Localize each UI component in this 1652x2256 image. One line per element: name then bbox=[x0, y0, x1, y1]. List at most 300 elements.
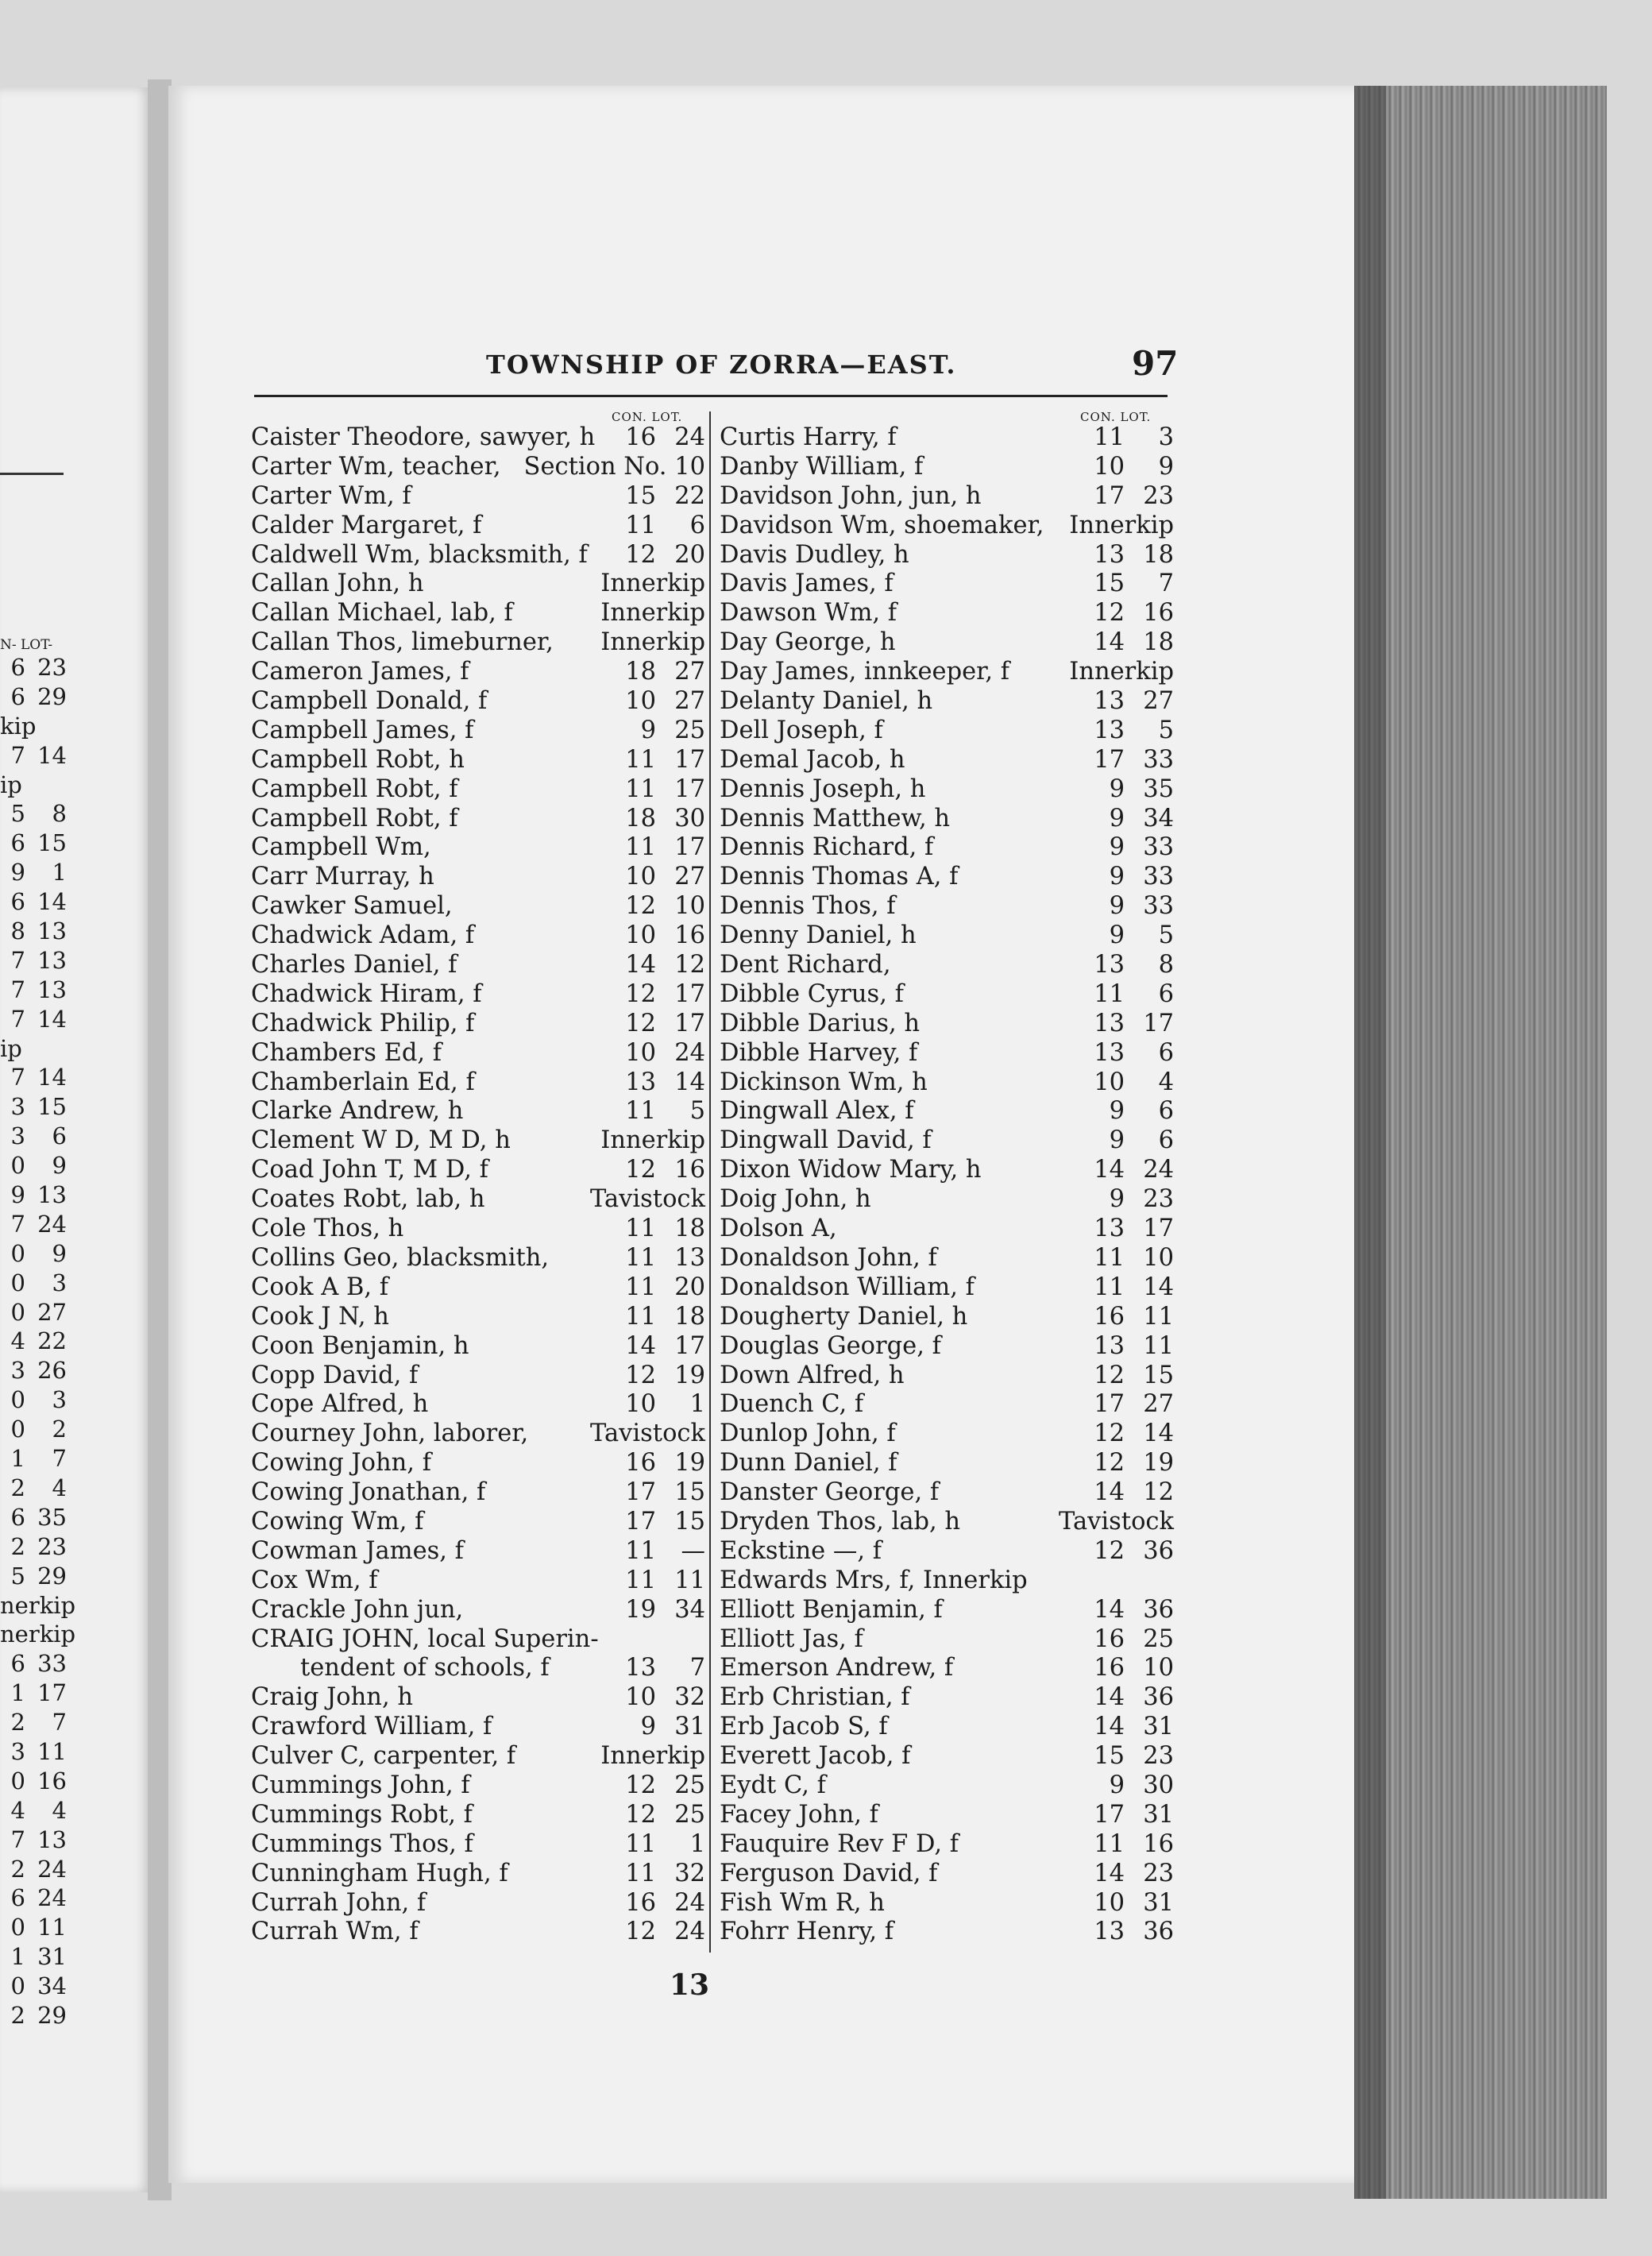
directory-entry bbox=[251, 1185, 705, 1215]
entry-con: 14 bbox=[1094, 1156, 1125, 1184]
facing-page-con: 0 bbox=[10, 1298, 25, 1326]
entry-name: Culver C, carpenter, f bbox=[251, 1742, 516, 1771]
entry-lot: 36 bbox=[1143, 1683, 1174, 1712]
entry-name: Cowing Jonathan, f bbox=[251, 1478, 486, 1507]
facing-page-con: 2 bbox=[10, 1855, 25, 1883]
entry-con: 13 bbox=[1094, 716, 1125, 744]
facing-page-line bbox=[0, 1942, 75, 1972]
entry-place: Innerkip bbox=[600, 570, 705, 598]
entry-con: 10 bbox=[625, 1390, 656, 1419]
entry-con: 12 bbox=[625, 1009, 656, 1037]
entry-con: 13 bbox=[1094, 687, 1125, 716]
entry-lot: 23 bbox=[1143, 1859, 1174, 1887]
facing-page-con: 7 bbox=[10, 741, 25, 769]
facing-page-line bbox=[0, 1503, 75, 1532]
entry-name: Cowman James, f bbox=[251, 1536, 464, 1565]
facing-page-con: 7 bbox=[10, 1005, 25, 1033]
facing-page bbox=[0, 87, 152, 2192]
facing-page-lot: 13 bbox=[37, 1181, 67, 1209]
entry-lot: 33 bbox=[1143, 892, 1174, 921]
facing-page-line bbox=[0, 975, 75, 1005]
entry-name: Callan John, h bbox=[251, 570, 424, 598]
directory-entry bbox=[720, 687, 1174, 717]
facing-page-lot: 15 bbox=[37, 829, 67, 857]
entry-con: 12 bbox=[625, 1800, 656, 1829]
facing-page-con: 4 bbox=[10, 1796, 25, 1824]
entry-lot: 16 bbox=[674, 921, 705, 950]
entry-name: Courney John, laborer, bbox=[251, 1420, 529, 1448]
entry-con: 14 bbox=[1094, 1478, 1125, 1507]
facing-page-lot: 31 bbox=[37, 1943, 67, 1971]
facing-page-line bbox=[0, 1415, 75, 1444]
facing-page-line bbox=[0, 1562, 75, 1591]
entry-lot: 23 bbox=[1143, 1185, 1174, 1214]
entry-lot: 25 bbox=[1143, 1624, 1174, 1653]
entry-name: Dibble Darius, h bbox=[720, 1009, 921, 1037]
entry-name: Collins Geo, blacksmith, bbox=[251, 1243, 550, 1272]
directory-entry bbox=[251, 628, 705, 658]
entry-con: 10 bbox=[625, 1038, 656, 1067]
entry-con: 19 bbox=[625, 1595, 656, 1624]
entry-name: Cope Alfred, h bbox=[251, 1390, 429, 1419]
entry-con: 11 bbox=[625, 1566, 656, 1594]
facing-page-lot: 1 bbox=[52, 859, 67, 887]
directory-entry bbox=[720, 658, 1174, 687]
facing-page-line bbox=[0, 1210, 75, 1239]
entry-name: Callan Thos, limeburner, bbox=[251, 628, 554, 657]
entry-name: Demal Jacob, h bbox=[720, 745, 905, 774]
entry-name: Denny Daniel, h bbox=[720, 921, 917, 950]
entry-lot: 27 bbox=[674, 863, 705, 891]
directory-entry bbox=[720, 1010, 1174, 1039]
facing-page-lot: 3 bbox=[52, 1386, 67, 1414]
entry-con: 16 bbox=[1094, 1624, 1125, 1653]
facing-page-text: ip bbox=[0, 771, 22, 798]
directory-entry bbox=[251, 482, 705, 512]
entry-name: Donaldson John, f bbox=[720, 1243, 937, 1272]
facing-page-list bbox=[0, 653, 75, 2030]
entry-lot: 16 bbox=[674, 1156, 705, 1184]
entry-con: 14 bbox=[1094, 1683, 1125, 1712]
entry-name: Chadwick Adam, f bbox=[251, 921, 475, 950]
entry-lot: 34 bbox=[674, 1595, 705, 1624]
entry-name: Fohrr Henry, f bbox=[720, 1918, 894, 1946]
entry-con: 11 bbox=[625, 1097, 656, 1126]
entry-lot: 10 bbox=[1143, 1243, 1174, 1272]
entry-name: Dingwall Alex, f bbox=[720, 1097, 914, 1126]
entry-con: 12 bbox=[1094, 1536, 1125, 1565]
entry-name: Chamberlain Ed, f bbox=[251, 1068, 475, 1096]
entry-name: Eckstine —, f bbox=[720, 1536, 882, 1565]
facing-page-lot: 14 bbox=[37, 741, 67, 769]
entry-con: 14 bbox=[625, 1331, 656, 1360]
directory-entry bbox=[251, 1303, 705, 1332]
entry-con: 9 bbox=[640, 1713, 656, 1741]
entry-lot: 14 bbox=[674, 1068, 705, 1096]
entry-con: 10 bbox=[625, 921, 656, 950]
facing-page-lot: 29 bbox=[37, 1562, 67, 1590]
directory-entry bbox=[251, 1508, 705, 1537]
facing-page-line bbox=[0, 1796, 75, 1825]
directory-entry bbox=[251, 1332, 705, 1362]
facing-page-lot: 14 bbox=[37, 888, 67, 916]
entry-name: Day James, innkeeper, f bbox=[720, 658, 1010, 686]
entry-name: Dennis Joseph, h bbox=[720, 775, 926, 803]
entry-con: 17 bbox=[1094, 481, 1125, 510]
facing-page-line bbox=[0, 799, 75, 829]
entry-con: 12 bbox=[625, 1156, 656, 1184]
entry-lot: 12 bbox=[674, 951, 705, 979]
facing-page-con: 6 bbox=[10, 654, 25, 681]
directory-entry bbox=[720, 775, 1174, 805]
facing-page-lot: 17 bbox=[37, 1679, 67, 1707]
entry-name: Davis James, f bbox=[720, 570, 894, 598]
facing-page-lot: 4 bbox=[52, 1474, 67, 1501]
directory-entry bbox=[720, 599, 1174, 628]
directory-entry bbox=[720, 570, 1174, 599]
directory-entry bbox=[720, 1332, 1174, 1362]
entry-con: 18 bbox=[625, 804, 656, 832]
entry-name: Caldwell Wm, blacksmith, f bbox=[251, 540, 588, 569]
entry-name: Cole Thos, h bbox=[251, 1215, 404, 1243]
facing-page-con: 7 bbox=[10, 1064, 25, 1091]
entry-name: Day George, h bbox=[720, 628, 896, 657]
facing-page-con: 6 bbox=[10, 1650, 25, 1678]
entry-name: Clarke Andrew, h bbox=[251, 1097, 464, 1126]
facing-page-line bbox=[0, 653, 75, 682]
directory-entry bbox=[720, 1156, 1174, 1185]
entry-name: Craig John, h bbox=[251, 1683, 413, 1712]
entry-name: Eydt C, f bbox=[720, 1771, 826, 1799]
facing-page-lot: 23 bbox=[37, 654, 67, 681]
entry-con: 11 bbox=[625, 1829, 656, 1858]
directory-entry bbox=[720, 1244, 1174, 1273]
directory-entry bbox=[720, 1713, 1174, 1742]
entry-name: Copp David, f bbox=[251, 1361, 419, 1389]
entry-con: 9 bbox=[1109, 892, 1125, 921]
entry-lot: 20 bbox=[674, 1273, 705, 1301]
entry-con: 12 bbox=[1094, 1420, 1125, 1448]
entry-name: Cunningham Hugh, f bbox=[251, 1859, 508, 1887]
entry-con: 9 bbox=[1109, 1097, 1125, 1126]
directory-entry bbox=[720, 1068, 1174, 1098]
entry-name: Caister Theodore, sawyer, h bbox=[251, 423, 596, 451]
entry-lot: 6 bbox=[689, 511, 705, 539]
entry-place: Tavistock bbox=[1059, 1507, 1174, 1536]
header-rule bbox=[254, 395, 1168, 397]
entry-name: Campbell Robt, f bbox=[251, 775, 458, 803]
entry-name: Ferguson David, f bbox=[720, 1859, 938, 1887]
directory-entry bbox=[720, 1420, 1174, 1449]
entry-name: Cummings Thos, f bbox=[251, 1829, 473, 1858]
facing-page-line bbox=[0, 1092, 75, 1122]
entry-name: Dolson A, bbox=[720, 1215, 837, 1243]
directory-entry bbox=[720, 1566, 1174, 1596]
facing-page-con: 6 bbox=[10, 1884, 25, 1912]
directory-entry bbox=[251, 1860, 705, 1889]
entry-lot: 31 bbox=[1143, 1888, 1174, 1917]
directory-entry bbox=[720, 1654, 1174, 1683]
facing-page-con: 6 bbox=[10, 1503, 25, 1531]
entry-con: 13 bbox=[1094, 1215, 1125, 1243]
page-title: TOWNSHIP OF ZORRA—EAST. bbox=[486, 350, 957, 380]
entry-con: 13 bbox=[1094, 1331, 1125, 1360]
facing-page-line bbox=[0, 1239, 75, 1269]
entry-name: Campbell Robt, f bbox=[251, 804, 458, 832]
entry-con: 12 bbox=[625, 1918, 656, 1946]
entry-lot: 6 bbox=[1158, 979, 1174, 1008]
entry-con: 16 bbox=[625, 1888, 656, 1917]
right-column-header: CON. LOT. bbox=[1080, 410, 1152, 424]
facing-page-line bbox=[0, 1737, 75, 1767]
entry-name: Cameron James, f bbox=[251, 658, 469, 686]
entry-lot: 25 bbox=[674, 716, 705, 744]
entry-con: 11 bbox=[625, 1243, 656, 1272]
entry-con: 15 bbox=[625, 481, 656, 510]
entry-name: Dixon Widow Mary, h bbox=[720, 1156, 982, 1184]
facing-page-lot: 26 bbox=[37, 1357, 67, 1385]
entry-con: 12 bbox=[1094, 1449, 1125, 1478]
directory-entry bbox=[720, 1478, 1174, 1508]
page-number: 97 bbox=[1132, 344, 1179, 383]
facing-page-line bbox=[0, 946, 75, 975]
entry-con: 12 bbox=[625, 540, 656, 569]
directory-entry bbox=[720, 1362, 1174, 1391]
facing-page-line bbox=[0, 741, 75, 771]
entry-con: 9 bbox=[1109, 921, 1125, 950]
facing-page-line bbox=[0, 1034, 75, 1064]
entry-lot: 14 bbox=[1143, 1273, 1174, 1301]
facing-page-lot: 24 bbox=[37, 1884, 67, 1912]
directory-entry bbox=[720, 1683, 1174, 1713]
directory-entry bbox=[251, 1478, 705, 1508]
entry-lot: 31 bbox=[1143, 1800, 1174, 1829]
entry-name: Carr Murray, h bbox=[251, 863, 434, 891]
entry-con: 11 bbox=[625, 745, 656, 774]
directory-entry bbox=[720, 1860, 1174, 1889]
facing-page-line bbox=[0, 1063, 75, 1092]
entry-name: Fish Wm R, h bbox=[720, 1888, 885, 1917]
entry-con: 9 bbox=[1109, 1185, 1125, 1214]
directory-entry bbox=[251, 1596, 705, 1625]
entry-lot: 33 bbox=[1143, 833, 1174, 862]
entry-lot: 23 bbox=[1143, 481, 1174, 510]
facing-page-line bbox=[0, 829, 75, 858]
entry-name: Dougherty Daniel, h bbox=[720, 1302, 968, 1331]
directory-entry bbox=[251, 746, 705, 775]
entry-lot: 33 bbox=[1143, 863, 1174, 891]
entry-con: 10 bbox=[625, 687, 656, 716]
entry-lot: 24 bbox=[1143, 1156, 1174, 1184]
facing-page-line bbox=[0, 1649, 75, 1678]
entry-name: Cowing Wm, f bbox=[251, 1507, 424, 1536]
facing-page-lot: 7 bbox=[52, 1445, 67, 1473]
entry-name: Campbell James, f bbox=[251, 716, 474, 744]
entry-name: Davis Dudley, h bbox=[720, 540, 909, 569]
entry-name: Crackle John jun, bbox=[251, 1595, 464, 1624]
entry-name: Elliott Benjamin, f bbox=[720, 1595, 943, 1624]
entry-con: 16 bbox=[625, 423, 656, 451]
facing-page-lot: 13 bbox=[37, 1825, 67, 1853]
entry-lot: 27 bbox=[674, 658, 705, 686]
facing-page-line bbox=[0, 1825, 75, 1855]
entry-name: Carter Wm, teacher, bbox=[251, 452, 501, 481]
facing-page-line bbox=[0, 1620, 75, 1649]
entry-name: CRAIG JOHN, local Superin- bbox=[251, 1624, 599, 1653]
directory-entry bbox=[251, 1244, 705, 1273]
facing-page-con: 3 bbox=[10, 1357, 25, 1385]
entry-lot: 17 bbox=[674, 775, 705, 803]
directory-entry bbox=[720, 1273, 1174, 1303]
facing-page-con: 9 bbox=[10, 859, 25, 887]
directory-entry bbox=[720, 1097, 1174, 1126]
entry-con: 13 bbox=[1094, 540, 1125, 569]
entry-name: Doig John, h bbox=[720, 1185, 871, 1214]
facing-page-line bbox=[0, 771, 75, 800]
entry-place: Innerkip bbox=[1069, 658, 1174, 686]
entry-name: Cawker Samuel, bbox=[251, 892, 453, 921]
entry-name: Dennis Matthew, h bbox=[720, 804, 951, 832]
entry-lot: 11 bbox=[1143, 1302, 1174, 1331]
facing-page-lot: 23 bbox=[37, 1532, 67, 1560]
entry-lot: 16 bbox=[1143, 599, 1174, 628]
facing-page-con: 3 bbox=[10, 1093, 25, 1121]
entry-lot: 23 bbox=[1143, 1742, 1174, 1771]
entry-lot: 24 bbox=[674, 1038, 705, 1067]
facing-page-con: 0 bbox=[10, 1416, 25, 1443]
facing-page-line bbox=[0, 2001, 75, 2030]
facing-page-lot: 34 bbox=[37, 1972, 67, 2000]
directory-entry bbox=[251, 1713, 705, 1742]
entry-name: Duench C, f bbox=[720, 1390, 864, 1419]
entry-lot: 36 bbox=[1143, 1595, 1174, 1624]
directory-entry bbox=[720, 453, 1174, 482]
facing-page-con: 2 bbox=[10, 1474, 25, 1501]
facing-page-con: 9 bbox=[10, 1181, 25, 1209]
entry-name: Chadwick Hiram, f bbox=[251, 979, 482, 1008]
entry-name: Coon Benjamin, h bbox=[251, 1331, 469, 1360]
facing-page-line bbox=[0, 1708, 75, 1737]
entry-place: Innerkip bbox=[600, 1126, 705, 1155]
entry-lot: 27 bbox=[674, 687, 705, 716]
entry-con: 11 bbox=[625, 775, 656, 803]
facing-page-line bbox=[0, 1972, 75, 2001]
entry-lot: 34 bbox=[1143, 804, 1174, 832]
facing-page-con: 3 bbox=[10, 1737, 25, 1765]
directory-entry bbox=[720, 833, 1174, 863]
directory-entry bbox=[251, 892, 705, 921]
entry-lot: 16 bbox=[1143, 1829, 1174, 1858]
facing-page-con: 5 bbox=[10, 800, 25, 828]
left-directory-column bbox=[251, 423, 705, 1947]
facing-page-lot: 29 bbox=[37, 2001, 67, 2029]
facing-page-con: 1 bbox=[10, 1445, 25, 1473]
directory-entry bbox=[720, 1126, 1174, 1156]
entry-lot: 31 bbox=[1143, 1713, 1174, 1741]
facing-page-line bbox=[0, 1385, 75, 1415]
facing-page-con: 0 bbox=[10, 1767, 25, 1794]
entry-place: Section No. 10 bbox=[523, 452, 705, 481]
entry-con: 11 bbox=[625, 1302, 656, 1331]
entry-con: 12 bbox=[625, 1771, 656, 1799]
entry-name: Dickinson Wm, h bbox=[720, 1068, 928, 1096]
entry-con: 16 bbox=[1094, 1302, 1125, 1331]
entry-name: Callan Michael, lab, f bbox=[251, 599, 513, 628]
entry-lot: 9 bbox=[1158, 452, 1174, 481]
entry-lot: 18 bbox=[1143, 540, 1174, 569]
facing-page-con: 0 bbox=[10, 1972, 25, 2000]
facing-page-con: 0 bbox=[10, 1152, 25, 1180]
entry-lot: 17 bbox=[674, 1331, 705, 1360]
facing-page-lot: 24 bbox=[37, 1855, 67, 1883]
facing-page-con: 2 bbox=[10, 2001, 25, 2029]
directory-entry bbox=[720, 1742, 1174, 1771]
entry-con: 16 bbox=[1094, 1654, 1125, 1682]
entry-lot: 17 bbox=[674, 833, 705, 862]
directory-entry bbox=[720, 1830, 1174, 1860]
directory-entry bbox=[251, 717, 705, 746]
entry-name: Elliott Jas, f bbox=[720, 1624, 863, 1653]
facing-page-lot: 13 bbox=[37, 946, 67, 974]
directory-entry bbox=[251, 833, 705, 863]
facing-page-col-header: N- LOT- bbox=[0, 637, 53, 653]
book-page-edges bbox=[1354, 86, 1607, 2199]
entry-name: Campbell Robt, h bbox=[251, 745, 465, 774]
directory-entry bbox=[251, 599, 705, 628]
entry-name: Campbell Donald, f bbox=[251, 687, 488, 716]
directory-entry bbox=[251, 1273, 705, 1303]
facing-page-lot: 6 bbox=[52, 1122, 67, 1150]
entry-name: Crawford William, f bbox=[251, 1713, 492, 1741]
entry-con: 13 bbox=[1094, 1038, 1125, 1067]
entry-con: 10 bbox=[625, 1683, 656, 1712]
entry-con: 11 bbox=[1094, 1273, 1125, 1301]
entry-place: Tavistock bbox=[590, 1185, 705, 1214]
entry-name: Currah John, f bbox=[251, 1888, 427, 1917]
directory-entry bbox=[251, 1537, 705, 1566]
facing-page-line bbox=[0, 1913, 75, 1942]
signature-mark: 13 bbox=[670, 1968, 710, 2002]
entry-name: Danby William, f bbox=[720, 452, 924, 481]
directory-entry bbox=[720, 892, 1174, 921]
entry-name: Everett Jacob, f bbox=[720, 1742, 911, 1771]
directory-entry bbox=[720, 628, 1174, 658]
facing-page-con: 6 bbox=[10, 888, 25, 916]
entry-con: 12 bbox=[1094, 599, 1125, 628]
entry-con: 11 bbox=[1094, 423, 1125, 451]
directory-entry bbox=[251, 863, 705, 892]
entry-lot: 25 bbox=[674, 1800, 705, 1829]
entry-con: 11 bbox=[625, 1536, 656, 1565]
entry-name: Coates Robt, lab, h bbox=[251, 1185, 485, 1214]
facing-page-lot: 11 bbox=[37, 1914, 67, 1941]
facing-page-con: 4 bbox=[10, 1327, 25, 1355]
entry-name: Erb Christian, f bbox=[720, 1683, 910, 1712]
facing-page-line bbox=[0, 1532, 75, 1562]
entry-name: Curtis Harry, f bbox=[720, 423, 897, 451]
entry-lot: 12 bbox=[1143, 1478, 1174, 1507]
entry-lot: 17 bbox=[1143, 1009, 1174, 1037]
facing-page-rule bbox=[0, 473, 64, 475]
entry-name: Down Alfred, h bbox=[720, 1361, 905, 1389]
facing-page-line bbox=[0, 682, 75, 712]
facing-page-lot: 22 bbox=[37, 1327, 67, 1355]
facing-page-line bbox=[0, 1883, 75, 1913]
facing-page-con: 0 bbox=[10, 1269, 25, 1296]
entry-con: 13 bbox=[1094, 1009, 1125, 1037]
entry-con: 9 bbox=[640, 716, 656, 744]
facing-page-con: 2 bbox=[10, 1532, 25, 1560]
